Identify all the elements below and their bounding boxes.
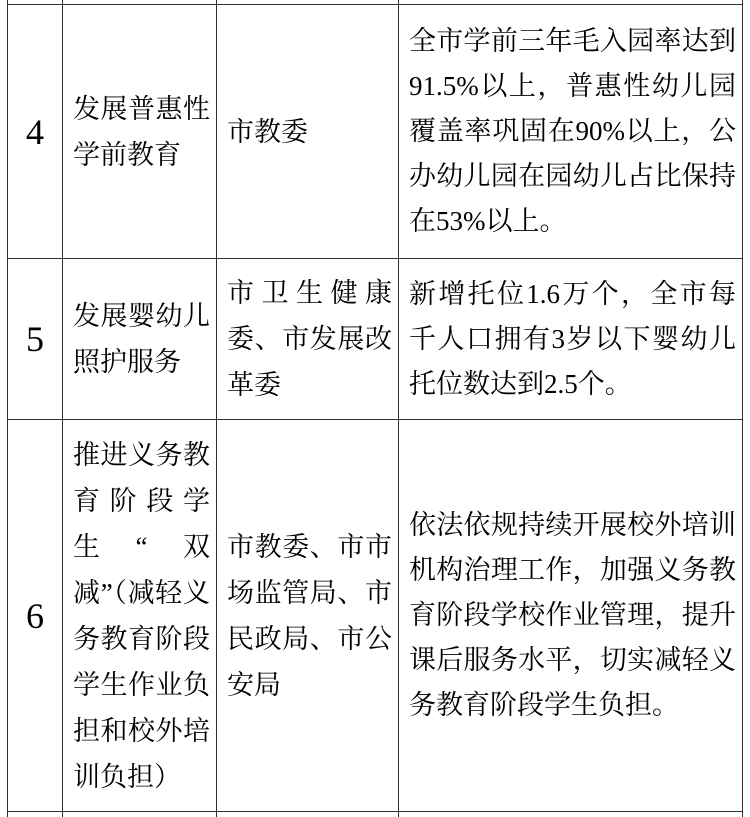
task-cell: 发展普惠性学前教育 bbox=[63, 5, 217, 259]
row-number-cell: 5 bbox=[8, 259, 63, 420]
next-row-sliver bbox=[8, 812, 743, 817]
empty-cell bbox=[63, 812, 217, 817]
department-cell: 市教委、市市场监管局、市民政局、市公安局 bbox=[217, 420, 399, 812]
table-row bbox=[8, 420, 743, 812]
target-cell: 全市学前三年毛入园率达到91.5%以上，普惠性幼儿园覆盖率巩固在90%以上，公办幼儿园在园幼儿占比保持在53%以上。 bbox=[399, 5, 743, 259]
department-cell: 市教委 bbox=[217, 5, 399, 259]
task-cell: 发展婴幼儿照护服务 bbox=[63, 259, 217, 420]
target-cell: 依法依规持续开展校外培训机构治理工作，加强义务教育阶段学校作业管理，提升课后服务水平，切实减轻义务教育阶段学生负担。 bbox=[399, 420, 743, 812]
row-number-cell: 6 bbox=[8, 420, 63, 812]
department-cell: 市卫生健康委、市发展改革委 bbox=[217, 259, 399, 420]
document-page bbox=[7, 0, 745, 817]
row-number-cell: 4 bbox=[8, 5, 63, 259]
empty-cell bbox=[399, 812, 743, 817]
table-row bbox=[8, 5, 743, 259]
work-plan-table bbox=[7, 0, 743, 817]
empty-cell bbox=[8, 812, 63, 817]
task-cell: 推进义务教育阶段学生“双减”（减轻义务教育阶段学生作业负担和校外培训负担） bbox=[63, 420, 217, 812]
target-cell: 新增托位1.6万个，全市每千人口拥有3岁以下婴幼儿托位数达到2.5个。 bbox=[399, 259, 743, 420]
table-row bbox=[8, 259, 743, 420]
empty-cell bbox=[217, 812, 399, 817]
